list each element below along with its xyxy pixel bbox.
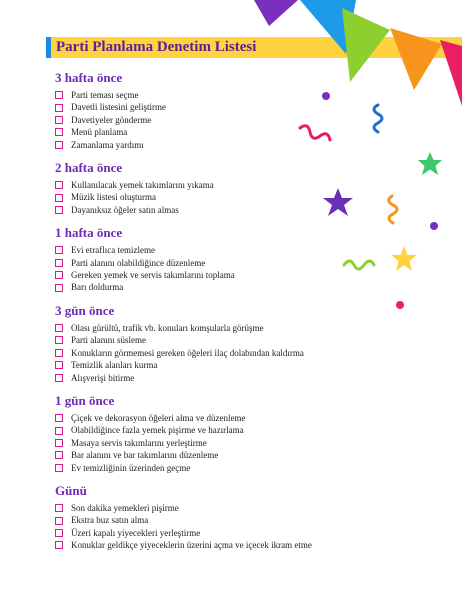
page-title: Parti Planlama Denetim Listesi bbox=[56, 39, 257, 55]
checklist-items bbox=[55, 502, 355, 552]
checklist-item-label: Barı doldurma bbox=[71, 282, 124, 293]
checklist-item bbox=[55, 359, 355, 371]
checkbox[interactable] bbox=[55, 374, 63, 382]
checklist-item-label: Parti teması seçme bbox=[71, 90, 139, 100]
checklist-item-label: Olabildiğince fazla yemek pişirme ve hazırlama bbox=[71, 425, 244, 436]
checklist-item-label: Davetiyeler gönderme bbox=[71, 114, 152, 125]
checkbox[interactable] bbox=[55, 91, 63, 99]
checklist-item bbox=[55, 449, 355, 461]
checklist-item bbox=[55, 244, 355, 256]
checkbox[interactable] bbox=[55, 116, 63, 124]
checkbox[interactable] bbox=[55, 414, 63, 422]
checklist-item-label: Parti alanını süsleme bbox=[71, 335, 146, 346]
checklist-item-label: Dayanıksız öğeler satın almas bbox=[71, 204, 179, 215]
checkbox[interactable] bbox=[55, 439, 63, 447]
checkbox[interactable] bbox=[55, 427, 63, 435]
checklist-item-label: Üzeri kapalı yiyecekleri yerleştirme bbox=[71, 527, 201, 538]
checklist bbox=[55, 70, 355, 561]
checklist-section bbox=[55, 393, 355, 474]
checklist-item-label: Son dakika yemekleri pişirme bbox=[71, 502, 179, 513]
checkbox[interactable] bbox=[55, 194, 63, 202]
checklist-item bbox=[55, 191, 355, 203]
checkbox[interactable] bbox=[55, 451, 63, 459]
checklist-item bbox=[55, 539, 355, 551]
checklist-item-label: Çiçek ve dekorasyon öğeleri alma ve düzenleme bbox=[71, 412, 246, 423]
checkbox[interactable] bbox=[55, 541, 63, 549]
checklist-item-label: Gereken yemek ve servis takımlarını toplama bbox=[71, 270, 235, 281]
checklist-item-label: Konukların görmemesi gereken öğeleri ilaç dolabından kaldırma bbox=[71, 347, 304, 358]
checklist-item bbox=[55, 514, 355, 526]
section-heading: 1 gün önce bbox=[55, 392, 115, 408]
checklist-item bbox=[55, 502, 355, 514]
section-heading: 2 hafta önce bbox=[55, 160, 123, 176]
checkbox[interactable] bbox=[55, 529, 63, 537]
checklist-item bbox=[55, 257, 355, 269]
checklist-item-label: Zamanlama yardımı bbox=[71, 139, 144, 150]
checklist-item-label: Masaya servis takımlarını yerleştirme bbox=[71, 437, 207, 448]
checklist-section bbox=[55, 483, 355, 552]
checklist-item bbox=[55, 89, 355, 101]
checklist-items bbox=[55, 89, 355, 151]
section-heading: 1 hafta önce bbox=[55, 225, 123, 241]
checkbox[interactable] bbox=[55, 259, 63, 267]
checklist-item bbox=[55, 281, 355, 293]
checkbox[interactable] bbox=[55, 206, 63, 214]
checklist-item-label: Müzik listesi oluşturma bbox=[71, 192, 156, 203]
checklist-item-label: Alışverişi bitirme bbox=[71, 372, 135, 383]
checklist-item-label: Menü planlama bbox=[71, 127, 128, 138]
checklist-item bbox=[55, 204, 355, 216]
checkbox[interactable] bbox=[55, 464, 63, 472]
section-heading: 3 gün önce bbox=[55, 302, 115, 318]
checklist-item bbox=[55, 462, 355, 474]
checklist-item bbox=[55, 269, 355, 281]
checklist-item bbox=[55, 322, 355, 334]
checklist-section bbox=[55, 225, 355, 294]
checkbox[interactable] bbox=[55, 349, 63, 357]
checkbox[interactable] bbox=[55, 141, 63, 149]
checklist-item-label: Ekstra buz satın alma bbox=[71, 515, 149, 526]
checklist-item bbox=[55, 372, 355, 384]
checkbox[interactable] bbox=[55, 104, 63, 112]
checkbox[interactable] bbox=[55, 181, 63, 189]
checklist-items bbox=[55, 322, 355, 384]
checklist-item bbox=[55, 412, 355, 424]
checklist-section bbox=[55, 70, 355, 151]
title-accent-bar bbox=[46, 37, 51, 58]
checklist-section bbox=[55, 160, 355, 216]
checkbox[interactable] bbox=[55, 128, 63, 136]
checklist-item-label: Temizlik alanları kurma bbox=[71, 360, 158, 371]
checkbox[interactable] bbox=[55, 284, 63, 292]
checklist-item-label: Bar alanını ve bar takımlarını düzenleme bbox=[71, 450, 219, 461]
checklist-item bbox=[55, 114, 355, 126]
checkbox[interactable] bbox=[55, 271, 63, 279]
checkbox[interactable] bbox=[55, 324, 63, 332]
checklist-item bbox=[55, 527, 355, 539]
checklist-item-label: Konuklar geldikçe yiyeceklerin üzerini açma ve içecek ikram etme bbox=[71, 540, 312, 551]
checklist-items bbox=[55, 179, 355, 216]
checklist-item-label: Kullanılacak yemek takımlarını yıkama bbox=[71, 180, 214, 191]
checkbox[interactable] bbox=[55, 517, 63, 525]
checklist-item bbox=[55, 179, 355, 191]
checklist-item bbox=[55, 347, 355, 359]
checklist-item-label: Parti alanını olabildiğince düzenleme bbox=[71, 257, 206, 268]
checklist-item bbox=[55, 437, 355, 449]
checklist-item-label: Olası gürültü, trafik vb. konuları komşularla görüşme bbox=[71, 322, 264, 333]
checklist-items bbox=[55, 412, 355, 474]
checklist-section bbox=[55, 303, 355, 384]
section-heading: Günü bbox=[55, 482, 87, 498]
checkbox[interactable] bbox=[55, 361, 63, 369]
checklist-item-label: Davetli listesini geliştirme bbox=[71, 102, 166, 113]
checklist-item bbox=[55, 424, 355, 436]
checkbox[interactable] bbox=[55, 246, 63, 254]
checklist-item-label: Ev temizliğinin üzerinden geçme bbox=[71, 462, 191, 473]
section-heading: 3 hafta önce bbox=[55, 70, 123, 85]
checklist-item-label: Evi etraflıca temizleme bbox=[71, 245, 155, 256]
checklist-items bbox=[55, 244, 355, 294]
checklist-item bbox=[55, 101, 355, 113]
checklist-item bbox=[55, 139, 355, 151]
checklist-item bbox=[55, 126, 355, 138]
checkbox[interactable] bbox=[55, 504, 63, 512]
checkbox[interactable] bbox=[55, 336, 63, 344]
checklist-item bbox=[55, 334, 355, 346]
